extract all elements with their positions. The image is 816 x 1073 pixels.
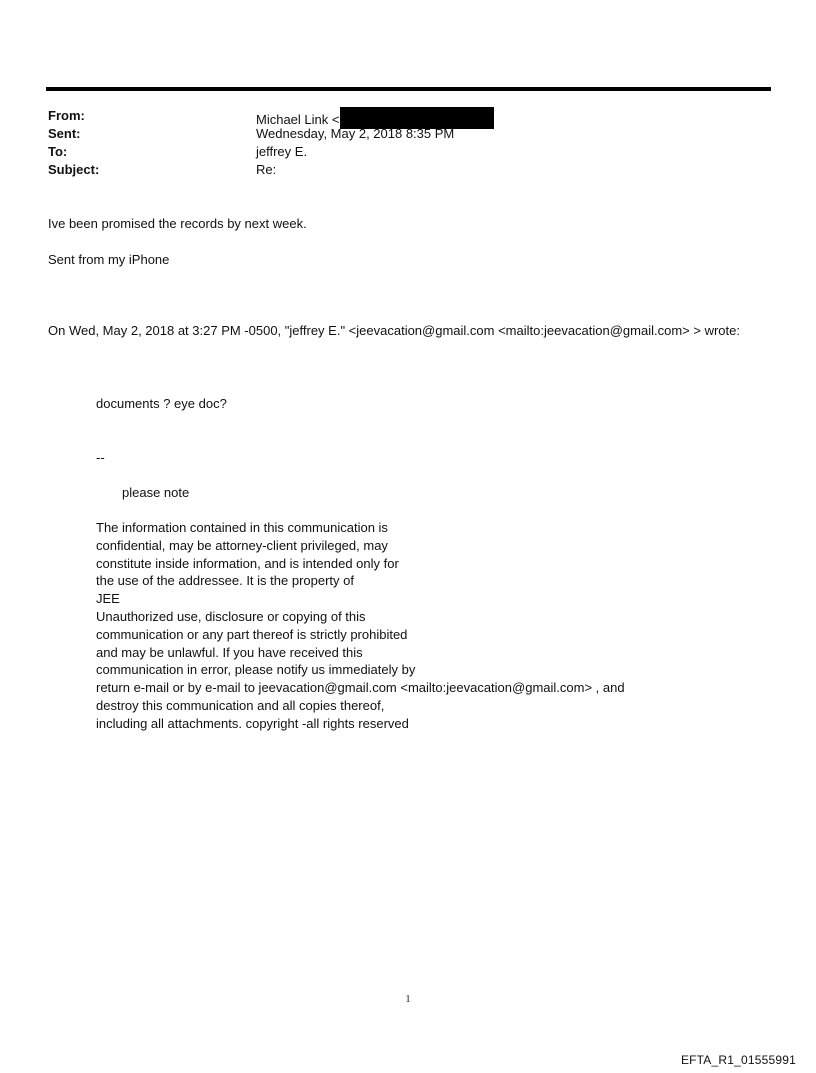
- please-note: please note: [122, 485, 190, 500]
- disclaimer-line: Unauthorized use, disclosure or copying of this: [96, 608, 366, 624]
- disclaimer-line: JEE: [96, 591, 120, 607]
- page-number: 1: [405, 994, 411, 1005]
- subject-value: Re:: [256, 162, 277, 177]
- quoted-message: documents ? eye doc?: [96, 396, 227, 411]
- to-label: To:: [48, 144, 68, 159]
- sent-label: Sent:: [48, 126, 81, 141]
- reply-text: Ive been promised the records by next week.: [48, 216, 307, 231]
- disclaimer-line: including all attachments. copyright -all rights reserved: [96, 715, 409, 731]
- to-value: jeffrey E.: [256, 144, 308, 159]
- disclaimer-line: and may be unlawful. If you have received this: [96, 644, 363, 660]
- disclaimer-line: the use of the addressee. It is the property of: [96, 573, 354, 589]
- bates-number: EFTA_R1_01555991: [680, 1053, 796, 1067]
- disclaimer-line: communication in error, please notify us immediately by: [96, 662, 416, 678]
- from-name: Michael Link <: [256, 112, 340, 127]
- quote-intro: On Wed, May 2, 2018 at 3:27 PM -0500, "jeffrey E." <jeevacation@gmail.com <mailto:jeevacation@gmail.com> > wrote:: [48, 323, 740, 338]
- disclaimer-line: constitute inside information, and is intended only for: [96, 555, 399, 571]
- disclaimer-block: [96, 519, 625, 733]
- disclaimer-line: return e-mail or by e-mail to jeevacation@gmail.com <mailto:jeevacation@gmail.com> , and: [96, 680, 625, 696]
- disclaimer-line: destroy this communication and all copies thereof,: [96, 697, 385, 713]
- subject-label: Subject:: [48, 162, 100, 177]
- sent-value: Wednesday, May 2, 2018 8:35 PM: [256, 126, 455, 141]
- disclaimer-line: confidential, may be attorney-client privileged, may: [96, 537, 388, 553]
- signature-separator: --: [96, 450, 105, 465]
- header-divider: [46, 87, 771, 91]
- disclaimer-line: communication or any part thereof is strictly prohibited: [96, 626, 408, 642]
- disclaimer-line: The information contained in this communication is: [96, 520, 388, 535]
- from-label: From:: [48, 108, 85, 123]
- signature-text: Sent from my iPhone: [48, 252, 170, 267]
